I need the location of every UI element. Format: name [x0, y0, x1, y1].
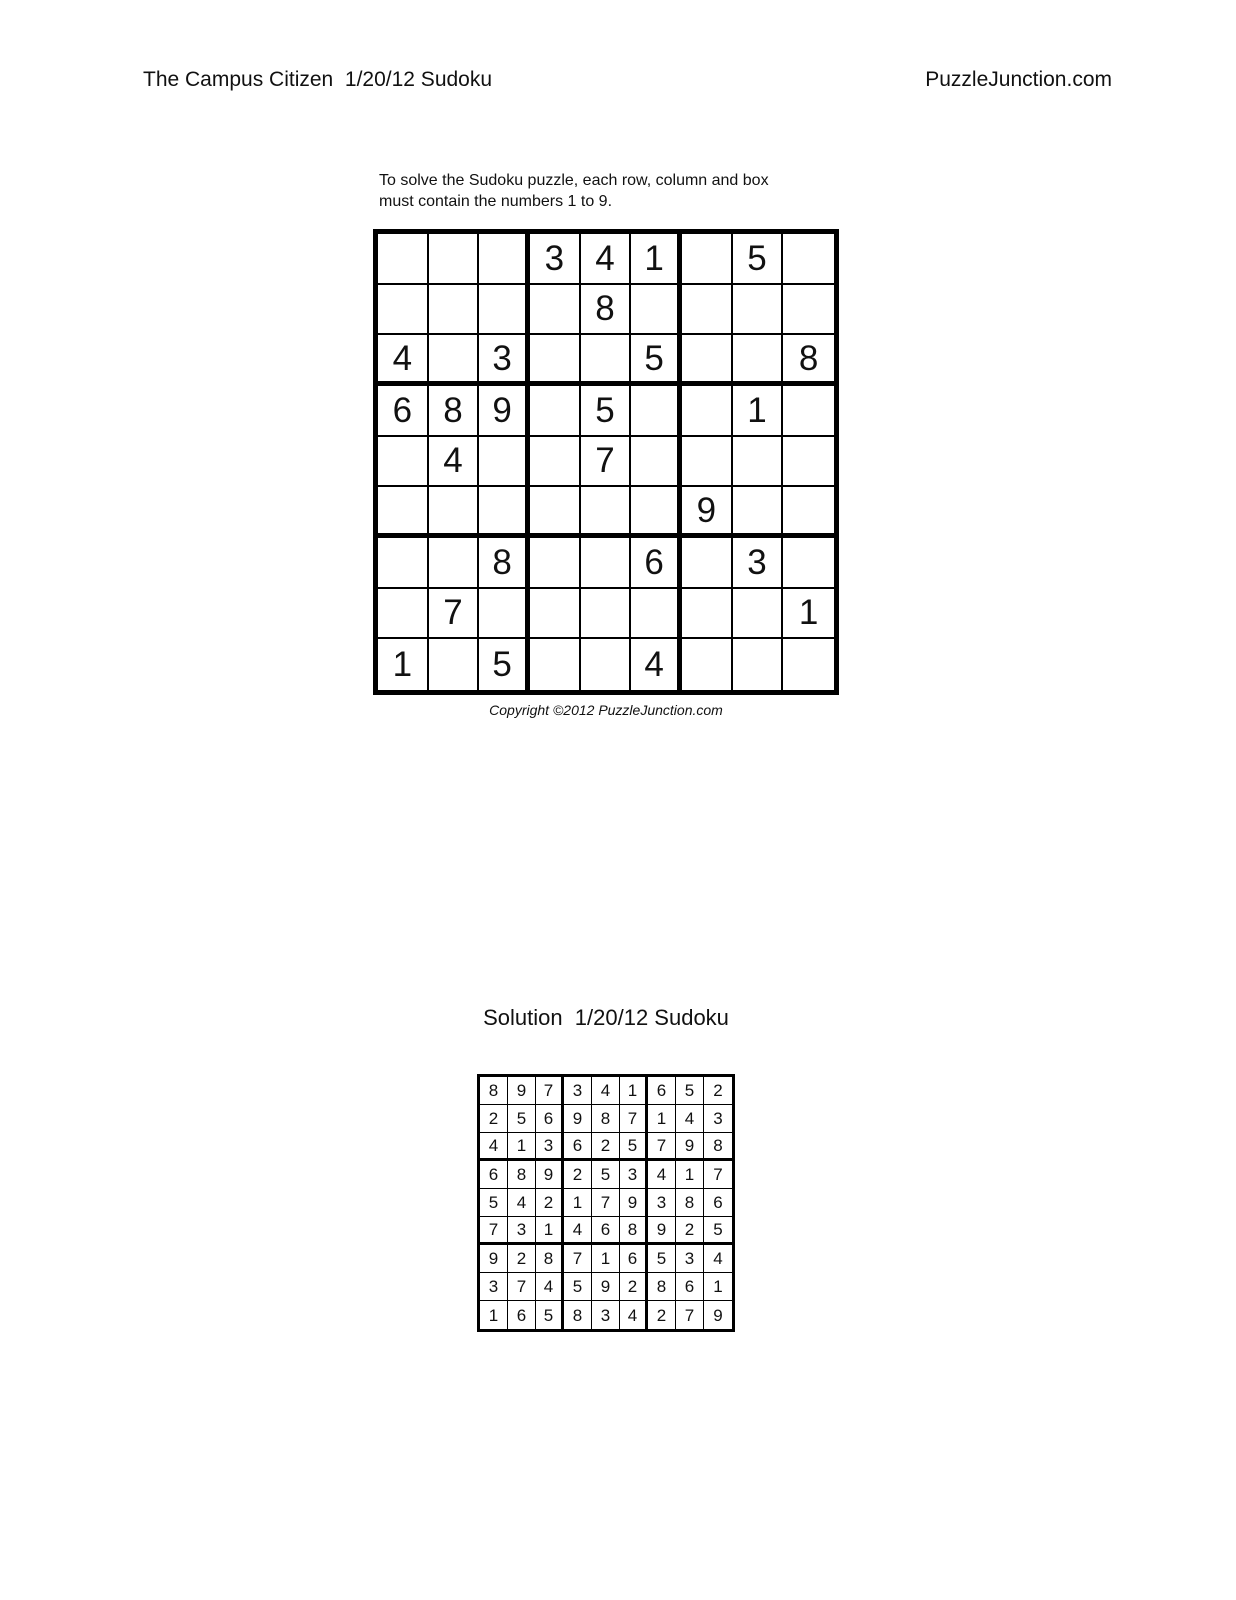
puzzle-cell-r7-c9[interactable] — [783, 538, 834, 589]
puzzle-cell-r4-c3[interactable]: 9 — [479, 386, 530, 437]
puzzle-cell-r1-c6[interactable]: 1 — [631, 234, 682, 285]
solution-cell-r6-c3: 1 — [536, 1217, 564, 1245]
puzzle-cell-r8-c3[interactable] — [479, 589, 530, 640]
solution-cell-r7-c4: 7 — [564, 1245, 592, 1273]
puzzle-cell-r7-c7[interactable] — [682, 538, 733, 589]
solution-cell-r7-c8: 3 — [676, 1245, 704, 1273]
puzzle-cell-r2-c4[interactable] — [530, 285, 581, 336]
solution-cell-r3-c1: 4 — [480, 1133, 508, 1161]
puzzle-cell-r6-c8[interactable] — [733, 487, 784, 538]
solution-cell-r6-c7: 9 — [648, 1217, 676, 1245]
puzzle-cell-r9-c7[interactable] — [682, 639, 733, 690]
puzzle-cell-r7-c4[interactable] — [530, 538, 581, 589]
puzzle-cell-r2-c9[interactable] — [783, 285, 834, 336]
solution-cell-r1-c4: 3 — [564, 1077, 592, 1105]
puzzle-cell-r8-c1[interactable] — [378, 589, 429, 640]
puzzle-cell-r3-c4[interactable] — [530, 335, 581, 386]
puzzle-cell-r2-c6[interactable] — [631, 285, 682, 336]
solution-cell-r9-c4: 8 — [564, 1301, 592, 1329]
solution-cell-r3-c9: 8 — [704, 1133, 732, 1161]
solution-cell-r2-c2: 5 — [508, 1105, 536, 1133]
puzzle-cell-r4-c1[interactable]: 6 — [378, 386, 429, 437]
puzzle-cell-r6-c6[interactable] — [631, 487, 682, 538]
solution-cell-r1-c9: 2 — [704, 1077, 732, 1105]
solution-cell-r6-c9: 5 — [704, 1217, 732, 1245]
solution-cell-r1-c6: 1 — [620, 1077, 648, 1105]
solution-cell-r4-c4: 2 — [564, 1161, 592, 1189]
solution-cell-r8-c8: 6 — [676, 1273, 704, 1301]
puzzle-cell-r5-c3[interactable] — [479, 437, 530, 488]
solution-cell-r3-c2: 1 — [508, 1133, 536, 1161]
solution-cell-r9-c8: 7 — [676, 1301, 704, 1329]
solution-cell-r2-c9: 3 — [704, 1105, 732, 1133]
puzzle-cell-r7-c6[interactable]: 6 — [631, 538, 682, 589]
solution-cell-r6-c2: 3 — [508, 1217, 536, 1245]
puzzle-cell-r8-c9[interactable]: 1 — [783, 589, 834, 640]
solution-cell-r9-c9: 9 — [713, 1305, 723, 1325]
puzzle-cell-r4-c4[interactable] — [530, 386, 581, 437]
solution-cell-r7-c2: 2 — [508, 1245, 536, 1273]
puzzle-cell-r7-c1[interactable] — [378, 538, 429, 589]
puzzle-cell-r8-c5[interactable] — [581, 589, 632, 640]
puzzle-cell-r1-c1[interactable] — [378, 234, 429, 285]
solution-cell-r7-c6: 6 — [620, 1245, 648, 1273]
solution-cell-r3-c4: 6 — [564, 1133, 592, 1161]
copyright-notice: Copyright ©2012 PuzzleJunction.com — [489, 702, 723, 718]
puzzle-cell-r5-c8[interactable] — [733, 437, 784, 488]
solution-cell-r6-c4: 4 — [564, 1217, 592, 1245]
solution-cell-r4-c2: 8 — [508, 1161, 536, 1189]
puzzle-cell-r3-c5[interactable] — [581, 335, 632, 386]
solution-cell-r7-c7: 5 — [648, 1245, 676, 1273]
solution-title: Solution 1/20/12 Sudoku — [483, 1005, 729, 1030]
puzzle-cell-r4-c2[interactable]: 8 — [429, 386, 480, 437]
puzzle-cell-r6-c1[interactable] — [378, 487, 429, 538]
puzzle-cell-r1-c8[interactable]: 5 — [733, 234, 784, 285]
publication-title: The Campus Citizen 1/20/12 Sudoku — [143, 68, 493, 91]
solution-cell-r7-c9: 4 — [704, 1245, 732, 1273]
solution-cell-r8-c2: 7 — [508, 1273, 536, 1301]
solution-cell-r3-c8: 9 — [676, 1133, 704, 1161]
site-name: PuzzleJunction.com — [925, 68, 1112, 91]
solution-cell-r5-c7: 3 — [648, 1189, 676, 1217]
solution-cell-r8-c6: 2 — [620, 1273, 648, 1301]
puzzle-cell-r9-c2[interactable] — [429, 639, 480, 690]
solution-cell-r3-c6: 5 — [620, 1133, 648, 1161]
solution-cell-r2-c4: 9 — [564, 1105, 592, 1133]
puzzle-cell-r5-c6[interactable] — [631, 437, 682, 488]
puzzle-cell-r1-c7[interactable] — [682, 234, 733, 285]
solution-cell-r8-c7: 8 — [648, 1273, 676, 1301]
puzzle-cell-r4-c9[interactable] — [783, 386, 834, 437]
solution-cell-r8-c5: 9 — [592, 1273, 620, 1301]
solution-cell-r4-c5: 5 — [592, 1161, 620, 1189]
solution-cell-r7-c1: 9 — [480, 1245, 508, 1273]
solution-cell-r5-c8: 8 — [676, 1189, 704, 1217]
puzzle-cell-r6-c9[interactable] — [783, 487, 834, 538]
solution-cell-r8-c4: 5 — [564, 1273, 592, 1301]
solution-cell-r6-c5: 6 — [592, 1217, 620, 1245]
puzzle-cell-r3-c2[interactable] — [429, 335, 480, 386]
puzzle-cell-r7-c3[interactable]: 8 — [479, 538, 530, 589]
puzzle-cell-r1-c4[interactable]: 3 — [530, 234, 581, 285]
puzzle-cell-r5-c5[interactable]: 7 — [581, 437, 632, 488]
puzzle-cell-r6-c5[interactable] — [581, 487, 632, 538]
solution-cell-r6-c8: 2 — [676, 1217, 704, 1245]
puzzle-cell-r9-c8[interactable] — [733, 639, 784, 690]
puzzle-cell-r1-c9[interactable] — [783, 234, 834, 285]
solution-cell-r3-c3: 3 — [536, 1133, 564, 1161]
solution-cell-r4-c3: 9 — [536, 1161, 564, 1189]
puzzle-cell-r5-c1[interactable] — [378, 437, 429, 488]
instructions-line-2: must contain the numbers 1 to 9. — [379, 193, 613, 210]
puzzle-cell-r2-c8[interactable] — [733, 285, 784, 336]
solution-cell-r5-c1: 5 — [480, 1189, 508, 1217]
puzzle-cell-r5-c7[interactable] — [682, 437, 733, 488]
solution-cell-r4-c7: 4 — [648, 1161, 676, 1189]
solution-grid — [477, 1074, 735, 1332]
solution-cell-r4-c9: 7 — [704, 1161, 732, 1189]
solution-cell-r2-c3: 6 — [536, 1105, 564, 1133]
puzzle-cell-r5-c4[interactable] — [530, 437, 581, 488]
solution-cell-r2-c6: 7 — [620, 1105, 648, 1133]
puzzle-cell-r3-c9[interactable]: 8 — [783, 335, 834, 386]
solution-cell-r1-c8: 5 — [676, 1077, 704, 1105]
solution-cell-r7-c3: 8 — [536, 1245, 564, 1273]
solution-cell-r2-c1: 2 — [480, 1105, 508, 1133]
puzzle-cell-r7-c2[interactable] — [429, 538, 480, 589]
instructions-line-1: To solve the Sudoku puzzle, each row, column and box — [379, 172, 769, 189]
solution-cell-r9-c7: 2 — [648, 1301, 676, 1329]
solution-cell-r6-c6: 8 — [620, 1217, 648, 1245]
puzzle-cell-r7-c5[interactable] — [581, 538, 632, 589]
puzzle-cell-r3-c7[interactable] — [682, 335, 733, 386]
solution-cell-r6-c1: 7 — [480, 1217, 508, 1245]
puzzle-cell-r6-c3[interactable] — [479, 487, 530, 538]
puzzle-cell-r4-c8[interactable]: 1 — [733, 386, 784, 437]
puzzle-cell-r3-c8[interactable] — [733, 335, 784, 386]
solution-cell-r2-c5: 8 — [592, 1105, 620, 1133]
puzzle-cell-r9-c4[interactable] — [530, 639, 581, 690]
puzzle-cell-r2-c1[interactable] — [378, 285, 429, 336]
solution-cell-r2-c7: 1 — [648, 1105, 676, 1133]
solution-cell-r4-c1: 6 — [480, 1161, 508, 1189]
puzzle-cell-r3-c1[interactable]: 4 — [378, 335, 429, 386]
solution-cell-r1-c3: 7 — [536, 1077, 564, 1105]
puzzle-cell-r5-c9[interactable] — [783, 437, 834, 488]
solution-cell-r1-c1: 8 — [480, 1077, 508, 1105]
puzzle-cell-r2-c7[interactable] — [682, 285, 733, 336]
puzzle-cell-r3-c3[interactable]: 3 — [479, 335, 530, 386]
solution-cell-r1-c2: 9 — [508, 1077, 536, 1105]
puzzle-cell-r8-c4[interactable] — [530, 589, 581, 640]
puzzle-cell-r2-c2[interactable] — [429, 285, 480, 336]
solution-cell-r4-c8: 1 — [676, 1161, 704, 1189]
solution-cell-r9-c5: 3 — [592, 1301, 620, 1329]
puzzle-cell-r6-c4[interactable] — [530, 487, 581, 538]
puzzle-cell-r8-c7[interactable] — [682, 589, 733, 640]
puzzle-cell-r4-c7[interactable] — [682, 386, 733, 437]
solution-cell-r8-c9: 1 — [704, 1273, 732, 1301]
puzzle-grid — [373, 229, 839, 695]
solution-cell-r5-c6: 9 — [620, 1189, 648, 1217]
puzzle-cell-r4-c6[interactable] — [631, 386, 682, 437]
puzzle-cell-r6-c7[interactable]: 9 — [682, 487, 733, 538]
puzzle-cell-r9-c5[interactable] — [581, 639, 632, 690]
puzzle-cell-r4-c5[interactable]: 5 — [581, 386, 632, 437]
puzzle-cell-r1-c2[interactable] — [429, 234, 480, 285]
solution-cell-r2-c8: 4 — [676, 1105, 704, 1133]
puzzle-cell-r9-c6[interactable]: 4 — [631, 639, 682, 690]
puzzle-cell-r3-c6[interactable]: 5 — [631, 335, 682, 386]
solution-cell-r8-c3: 4 — [536, 1273, 564, 1301]
solution-cell-r8-c1: 3 — [480, 1273, 508, 1301]
puzzle-cell-r9-c1[interactable]: 1 — [378, 639, 429, 690]
puzzle-cell-r2-c5[interactable]: 8 — [581, 285, 632, 336]
solution-cell-r9-c1: 1 — [480, 1301, 508, 1329]
solution-cell-r1-c5: 4 — [592, 1077, 620, 1105]
solution-cell-r3-c7: 7 — [648, 1133, 676, 1161]
solution-cell-r3-c5: 2 — [592, 1133, 620, 1161]
solution-cell-r9-c3: 5 — [536, 1301, 564, 1329]
instructions — [379, 170, 849, 212]
puzzle-cell-r1-c5[interactable]: 4 — [581, 234, 632, 285]
puzzle-cell-r2-c3[interactable] — [479, 285, 530, 336]
puzzle-cell-r8-c8[interactable] — [733, 589, 784, 640]
puzzle-cell-r1-c3[interactable] — [479, 234, 530, 285]
solution-cell-r1-c7: 6 — [648, 1077, 676, 1105]
puzzle-cell-r5-c2[interactable]: 4 — [429, 437, 480, 488]
solution-cell-r5-c4: 1 — [564, 1189, 592, 1217]
puzzle-cell-r7-c8[interactable]: 3 — [733, 538, 784, 589]
solution-cell-r5-c2: 4 — [508, 1189, 536, 1217]
puzzle-cell-r9-c3[interactable]: 5 — [479, 639, 530, 690]
solution-cell-r9-c6: 4 — [620, 1301, 648, 1329]
puzzle-cell-r9-c9[interactable] — [783, 639, 834, 690]
puzzle-cell-r8-c6[interactable] — [631, 589, 682, 640]
solution-cell-r4-c6: 3 — [620, 1161, 648, 1189]
solution-cell-r5-c3: 2 — [536, 1189, 564, 1217]
solution-cell-r9-c2: 6 — [508, 1301, 536, 1329]
puzzle-cell-r8-c2[interactable]: 7 — [429, 589, 480, 640]
solution-cell-r5-c5: 7 — [592, 1189, 620, 1217]
puzzle-cell-r6-c2[interactable] — [429, 487, 480, 538]
solution-cell-r5-c9: 6 — [704, 1189, 732, 1217]
solution-cell-r7-c5: 1 — [592, 1245, 620, 1273]
